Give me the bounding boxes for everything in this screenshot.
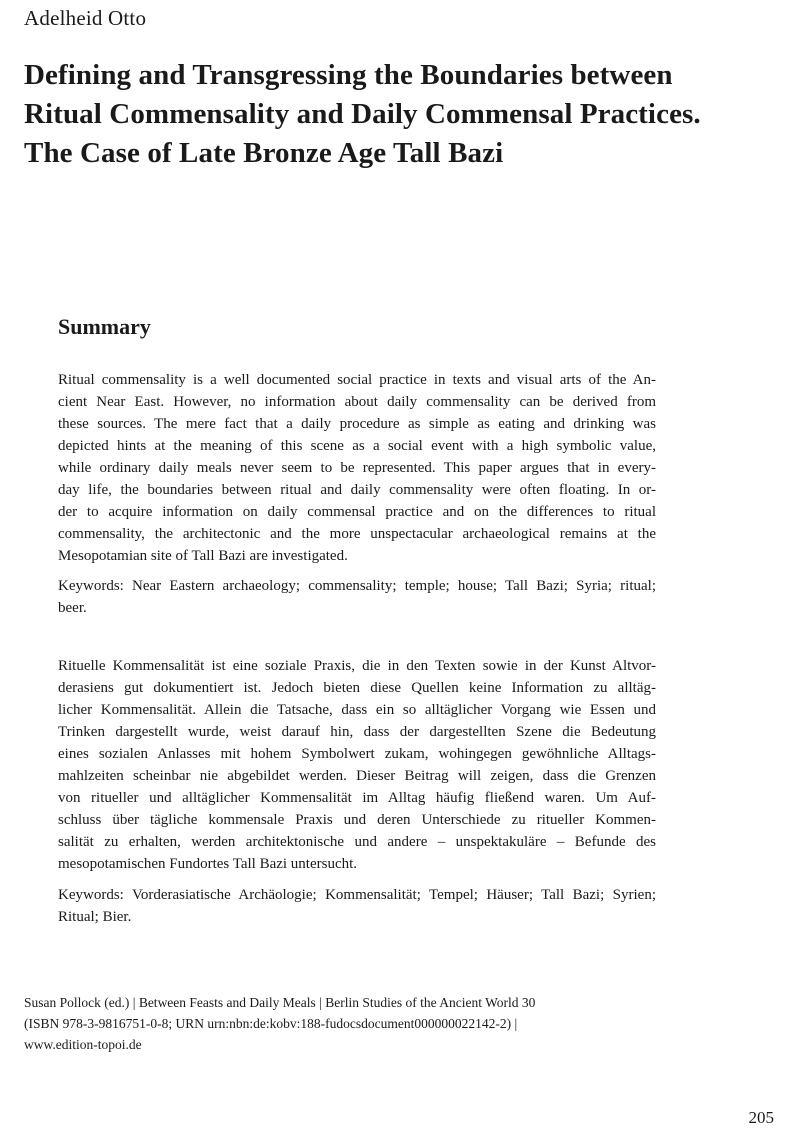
text-line: mesopotamischen Fundortes Tall Bazi untersucht. (58, 856, 358, 872)
abstract-english (58, 369, 656, 567)
article-title (24, 56, 784, 173)
text-line: schluss über tägliche kommensale Praxis und deren Unterschiede zu ritueller Kommen- (58, 812, 656, 828)
keywords-german (58, 884, 656, 928)
text-line: Trinken dargestellt wurde, weist darauf hin, dass der dargestellten Szene die Bedeutung (58, 724, 656, 740)
text-line: Keywords: Vorderasiatische Archäologie; Kommensalität; Tempel; Häuser; Tall Bazi; Syrien; (58, 887, 656, 903)
text-line: beer. (58, 600, 87, 616)
text-line: Keywords: Near Eastern archaeology; commensality; temple; house; Tall Bazi; Syria; ritual; (58, 578, 656, 594)
text-line: Ritual commensality is a well documented social practice in texts and visual arts of the An- (58, 372, 656, 388)
text-line: commensality, the architectonic and the more unspectacular archaeological remains at the (58, 526, 656, 542)
summary-heading: Summary (58, 314, 151, 339)
keywords-english (58, 575, 656, 619)
footer-link[interactable]: www.edition-topoi.de (24, 1037, 142, 1052)
text-line: cient Near East. However, no information about daily commensality can be derived from (58, 394, 656, 410)
text-line: derasiens gut dokumentiert ist. Jedoch bieten diese Quellen keine Information zu alltäg- (58, 680, 656, 696)
title-line: Ritual Commensality and Daily Commensal Practices. (24, 98, 701, 130)
text-line: these sources. The mere fact that a daily procedure as simple as eating and drinking was (58, 416, 656, 432)
footer-line: (ISBN 978-3-9816751-0-8; URN urn:nbn:de:kobv:188-fudocsdocument000000022142-2) | (24, 1016, 518, 1031)
text-line: der to acquire information on daily commensal practice and on the differences to ritual (58, 504, 656, 520)
text-line: while ordinary daily meals never seem to be represented. This paper argues that in every- (58, 460, 656, 476)
text-line: Rituelle Kommensalität ist eine soziale Praxis, die in den Texten sowie in der Kunst Altvor- (58, 658, 656, 674)
page-number: 205 (748, 1108, 774, 1127)
text-line: Mesopotamian site of Tall Bazi are investigated. (58, 548, 348, 564)
text-line: von ritueller und alltäglicher Kommensalität im Alltag häufig fließend waren. Um Auf- (58, 790, 656, 806)
abstract-german (58, 655, 656, 875)
publication-footer (24, 992, 535, 1055)
title-line: The Case of Late Bronze Age Tall Bazi (24, 137, 504, 169)
text-line: eines sozialen Anlasses mit hohem Symbolwert zukam, wohingegen gewöhnliche Alltags- (58, 746, 656, 762)
title-line: Defining and Transgressing the Boundaries between (24, 59, 673, 91)
text-line: day life, the boundaries between ritual and daily commensality were often floating. In or- (58, 482, 656, 498)
text-line: salität zu erhalten, werden architektonische und andere – unspektakuläre – Befunde des (58, 834, 656, 850)
author-name: Adelheid Otto (24, 6, 147, 30)
text-line: Ritual; Bier. (58, 909, 132, 925)
text-line: licher Kommensalität. Allein die Tatsache, dass ein so alltäglicher Vorgang wie Essen und (58, 702, 656, 718)
footer-line: Susan Pollock (ed.) | Between Feasts and Daily Meals | Berlin Studies of the Ancient World 30 (24, 995, 536, 1010)
text-line: depicted hints at the meaning of this scene as a social event with a high symbolic value, (58, 438, 656, 454)
text-line: mahlzeiten scheinbar nie abgebildet werden. Dieser Beitrag will zeigen, dass die Grenzen (58, 768, 656, 784)
